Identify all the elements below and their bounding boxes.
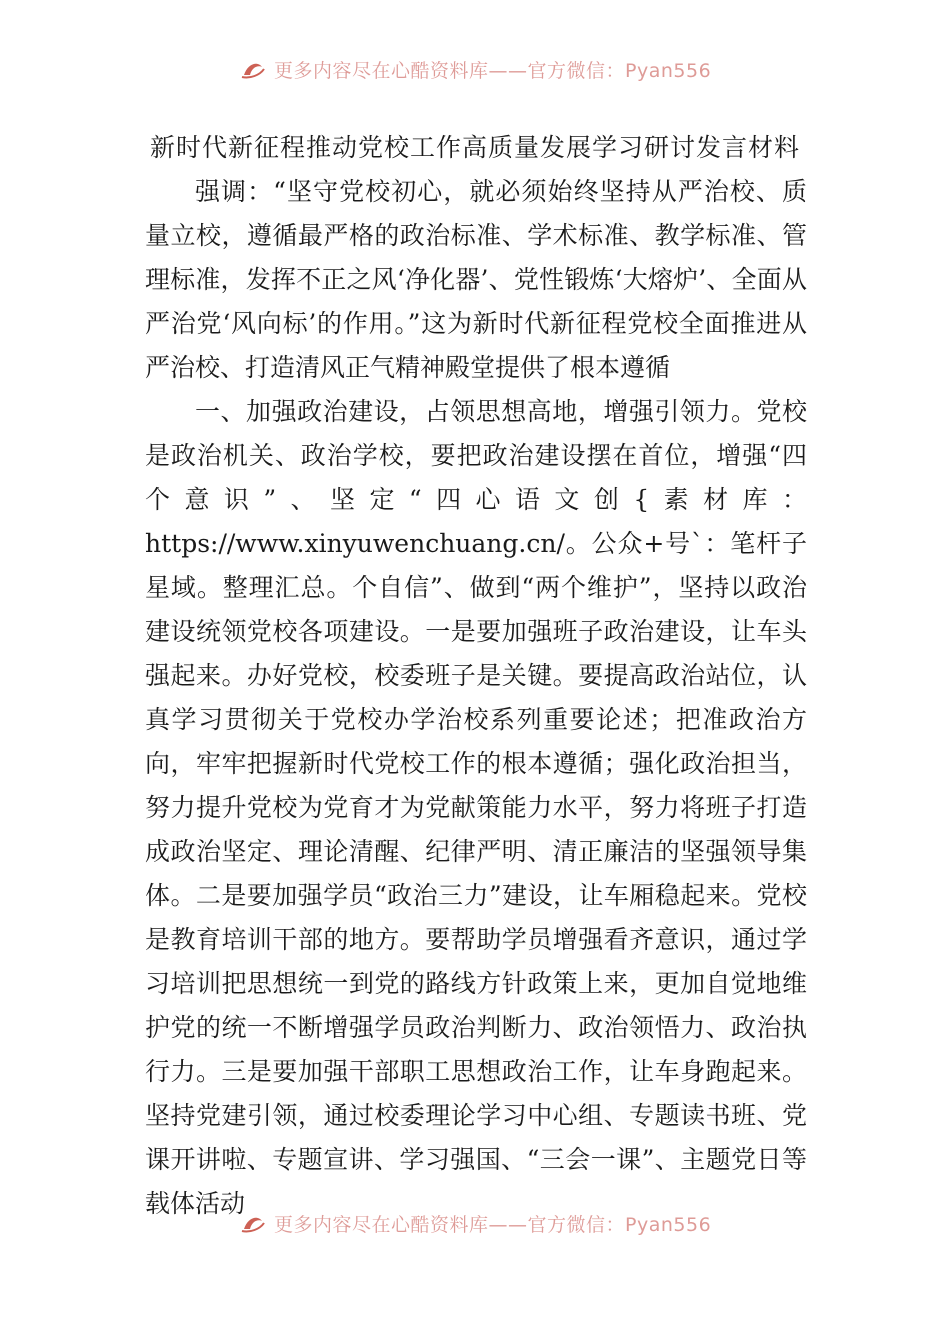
watermark-text: 更多内容尽在心酷资料库——官方微信：Pyan556 <box>274 60 712 82</box>
paragraph-section-one: 一、加强政治建设，占领思想高地，增强引领力。党校是政治机关、政治学校，要把政治建设摆在首位，增强“四个意识”、坚定“四心语文创{素材库：https://www.xinyuwenchuang.cn/。公众+号`：笔杆子星域。整理汇总。个自信”、做到“两个维护”，坚持以政治建设统领党校各项建设。一是要加强班子政治建设，让车头强起来。办好党校，校委班子是关键。要提高政治站位，认真学习贯彻关于党校办学治校系列重要论述；把准政治方向，牢牢把握新时代党校工作的根本遵循；强化政治担当，努力提升党校为党育才为党献策能力水平，努力将班子打造成政治坚定、理论清醒、纪律严明、清正廉洁的坚强领导集体。二是要加强学员“政治三力”建设，让车厢稳起来。党校是教育培训干部的地方。要帮助学员增强看齐意识，通过学习培训把思想统一到党的路线方针政策上来，更加自觉地维护党的统一不断增强学员政治判断力、政治领悟力、政治执行力。三是要加强干部职工思想政治工作，让车身跑起来。坚持党建引领，通过校委理论学习中心组、专题读书班、党课开讲啦、专题宣讲、学习强国、“三会一课”、主题党日等载体活动 <box>145 397 807 1218</box>
watermark-text: 更多内容尽在心酷资料库——官方微信：Pyan556 <box>274 1214 712 1236</box>
paragraph-intro: 强调：“坚守党校初心，就必须始终坚持从严治校、质量立校，遵循最严格的政治标准、学术标准、教学标准、管理标准，发挥不正之风‘净化器’、党性锻炼‘大熔炉’、全面从严治党‘风向标’的作用。”这为新时代新征程党校全面推进从严治校、打造清风正气精神殿堂提供了根本遵循 <box>145 177 807 382</box>
brand-logo-icon <box>240 1213 266 1235</box>
document-body <box>145 170 807 1226</box>
bottom-watermark-banner <box>0 1206 950 1236</box>
brand-logo-icon <box>240 59 266 81</box>
top-watermark-banner <box>0 52 950 82</box>
document-title: 新时代新征程推动党校工作高质量发展学习研讨发言材料 <box>149 133 800 162</box>
